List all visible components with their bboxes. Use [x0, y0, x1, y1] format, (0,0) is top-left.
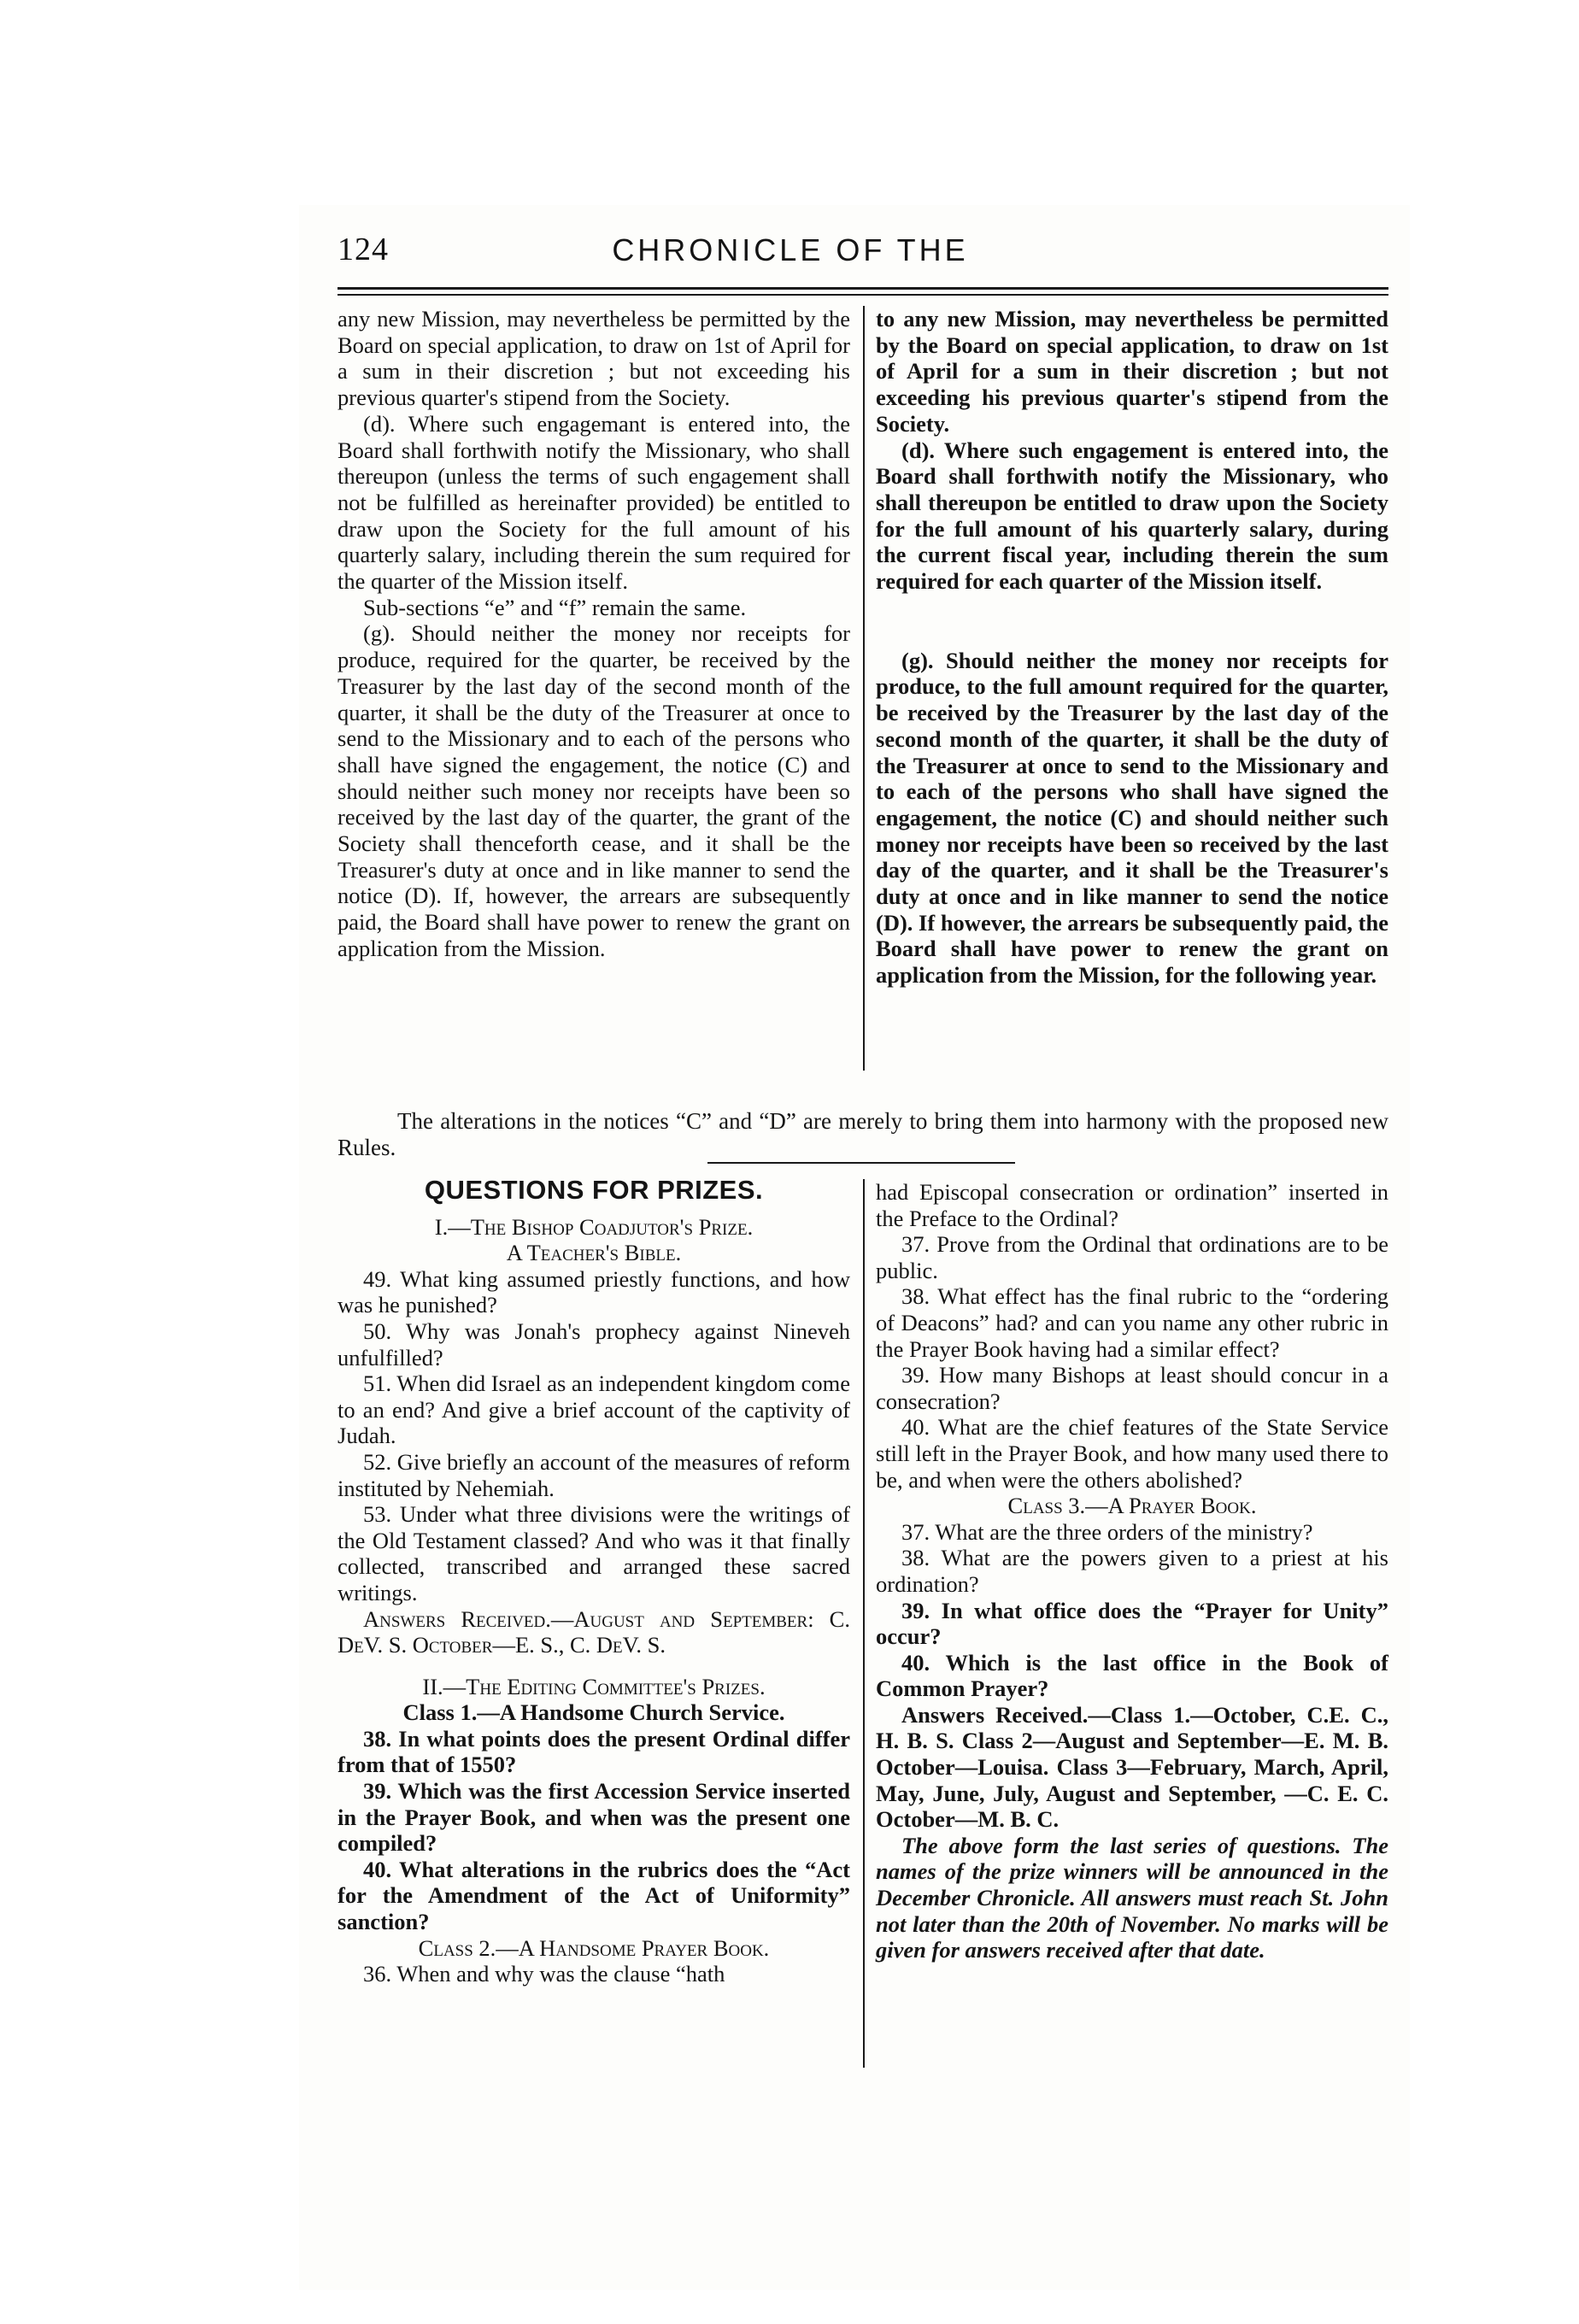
question-item: 36. When and why was the clause “hath — [363, 1961, 725, 1987]
question-item: 38. What effect has the final rubric to the “ordering of Deacons” had? and can you name any other rubric in the Prayer Book having had a similar effect? — [876, 1283, 1388, 1362]
note-paragraph: The alterations in the notices “C” and “D” are merely to bring them into harmony with the proposed new Rules. — [338, 1108, 1388, 1160]
class-heading: Class 2.—A Handsome Prayer Book. — [418, 1934, 770, 1961]
prize-item: A Teacher's Bible. — [506, 1240, 682, 1266]
column-divider-lower — [863, 1179, 865, 2068]
question-item: 53. Under what three divisions were the writings of the Old Testament classed? And who was it that finally collected, transcribed and arranged these sacred writings. — [338, 1501, 850, 1605]
upper-left-column — [338, 306, 850, 962]
question-item: 51. When did Israel as an independent kingdom come to an end? And give a brief account of the captivity of Judah. — [338, 1370, 850, 1449]
paragraph: to any new Mission, may nevertheless be permitted by the Board on special application, to draw on 1st of April for a sum in their discretion ; but not exceeding his previous quarter's stipend from the Society. — [876, 306, 1388, 437]
running-title: CHRONICLE OF THE — [612, 232, 969, 267]
question-item: 40. What alterations in the rubrics does the “Act for the Amendment of the Act of Uniformity” sanction? — [338, 1856, 850, 1935]
question-item: 38. What are the powers given to a priest at his ordination? — [876, 1545, 1388, 1597]
paragraph: (g). Should neither the money nor receipts for produce, required for the quarter, be received by the Treasurer by the last day of the second month of the quarter, it shall be the duty of the Treasurer at once to send to the Missionary and to each of the persons who shall have signed the engagement, the notice (C) and should neither such money nor receipts have been so received by the last day of the quarter, the grant of the Society shall thenceforth cease, and it shall be the Treasurer's duty at once and in like manner to send the notice (D). If, however, the arrears are subsequently paid, the Board shall have power to renew the grant on application from the Mission. — [338, 620, 850, 961]
question-item: 39. Which was the first Accession Service inserted in the Prayer Book, and when was the present one compiled? — [338, 1778, 850, 1857]
column-divider-upper — [863, 306, 865, 1071]
section-rule — [707, 1162, 1015, 1164]
prize-heading: I.—The Bishop Coadjutor's Prize. — [434, 1213, 754, 1240]
prize-heading: II.—The Editing Committee's Prizes. — [422, 1673, 766, 1699]
question-item: 37. Prove from the Ordinal that ordinations are to be public. — [876, 1231, 1388, 1283]
answers-received: Answers Received.—Class 1.—October, C.E. C., H. B. S. Class 2—August and September—E. M. B. October—Louisa. Class 3—February, March, April, May, June, July, August and September, —C. E. C. October—M. B. C. — [876, 1701, 1388, 1833]
upper-right-column — [876, 306, 1388, 989]
paragraph: any new Mission, may nevertheless be permitted by the Board on special application, to draw on 1st of April for a sum in their discretion ; but not exceeding his previous quarter's stipend from the Society. — [338, 306, 850, 411]
paragraph: (g). Should neither the money nor receipts for produce, to the full amount required for the quarter, be received by the Treasurer by the last day of the second month of the quarter, it shall be the duty of the Treasurer at once to send to the Missionary and to each of the persons who shall have signed the engagement, the notice (C) and should neither such money nor receipts have been so received by the last day of the quarter, and it shall be the Treasurer's duty at once and in like manner to send the notice (D). If however, the arrears be subsequently paid, the Board shall have power to renew the grant on application from the Mission, for the following year. — [876, 647, 1388, 989]
question-item: 40. What are the chief features of the State Service still left in the Prayer Book, and how many used there to be, and when were the others abolished? — [876, 1414, 1388, 1493]
paragraph: Sub-sections “e” and “f” remain the same. — [363, 594, 747, 620]
closing-notice: The above form the last series of questions. The names of the prize winners will be announced in the December Chronicle. All answers must reach St. John not later than the 20th of November. No marks will be given for answers received after that date. — [876, 1832, 1388, 1963]
question-item: 39. In what office does the “Prayer for Unity” occur? — [876, 1597, 1388, 1650]
question-item: 40. Which is the last office in the Book of Common Prayer? — [876, 1649, 1388, 1702]
class-heading: Class 3.—A Prayer Book. — [1007, 1493, 1257, 1519]
question-item: 37. What are the three orders of the ministry? — [901, 1518, 1313, 1545]
paragraph: (d). Where such engagemant is entered into, the Board shall forthwith notify the Missionary, who shall thereupon (unless the terms of such engagement shall not be fulfilled as hereinafter provided) be entitled to draw upon the Society for the full amount of his quarterly salary, including therein the sum required for the quarter of the Mission itself. — [338, 410, 850, 595]
questions-title: QUESTIONS FOR PRIZES. — [424, 1175, 764, 1205]
class-heading: Class 1.—A Handsome Church Service. — [402, 1699, 785, 1726]
question-item: 49. What king assumed priestly functions, and how was he punished? — [338, 1265, 850, 1318]
answers-received: Answers Received.—August and September: C. DeV. S. October—E. S., C. DeV. S. — [338, 1605, 850, 1658]
question-item: had Episcopal consecration or ordination” inserted in the Preface to the Ordinal? — [876, 1179, 1388, 1231]
header-rule-top — [338, 287, 1388, 290]
question-item: 39. How many Bishops at least should concur in a consecration? — [876, 1362, 1388, 1414]
page-number: 124 — [338, 232, 389, 267]
questions-right-column — [876, 1179, 1388, 1963]
question-item: 52. Give briefly an account of the measures of reform instituted by Nehemiah. — [338, 1448, 850, 1501]
header-rule-bottom — [338, 294, 1388, 296]
paragraph: (d). Where such engagement is entered into, the Board shall forthwith notify the Missionary, who shall thereupon be entitled to draw upon the Society for the full amount of his quarterly salary, during the current fiscal year, including therein the sum required for each quarter of the Mission itself. — [876, 437, 1388, 595]
questions-left-column — [338, 1177, 850, 1987]
question-item: 50. Why was Jonah's prophecy against Nineveh unfulfilled? — [338, 1318, 850, 1370]
question-item: 38. In what points does the present Ordinal differ from that of 1550? — [338, 1725, 850, 1778]
